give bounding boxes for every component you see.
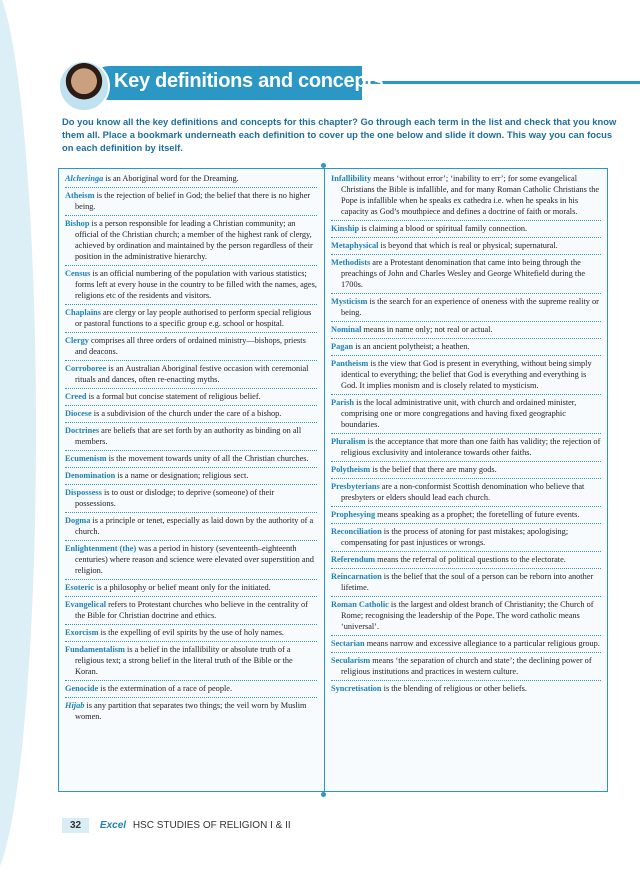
definition-entry bbox=[331, 171, 601, 221]
definition-text: is the movement towards unity of all the Christian churches. bbox=[106, 454, 309, 463]
definition-term: Syncretisation bbox=[331, 684, 382, 693]
definition-entry bbox=[65, 681, 317, 698]
definition-entry bbox=[331, 322, 601, 339]
definition-term: Genocide bbox=[65, 684, 99, 693]
definition-text: is the expelling of evil spirits by the use of holy names. bbox=[98, 628, 284, 637]
definition-text: is an official numbering of the population with various statistics; forms left at every house in the country to be filled with the names, ages, religions etc of the residents and visitors. bbox=[75, 269, 317, 300]
definition-text: comprises all three orders of ordained ministry—bishops, priests and deacons. bbox=[75, 336, 306, 356]
right-definitions-column bbox=[331, 171, 601, 697]
definition-text: is a name or designation; religious sect. bbox=[115, 471, 249, 480]
definition-entry bbox=[65, 513, 317, 541]
definition-entry bbox=[65, 642, 317, 681]
definition-text: means the referral of political questions to the electorate. bbox=[375, 555, 566, 564]
definition-entry bbox=[331, 294, 601, 322]
definition-entry bbox=[65, 423, 317, 451]
definition-term: Presbyterians bbox=[331, 482, 380, 491]
definition-entry bbox=[65, 580, 317, 597]
definition-text: are clergy or lay people authorised to perform special religious or pastoral functions to a specific group e.g. school or hospital. bbox=[75, 308, 312, 328]
definition-text: is an Australian Aboriginal festive occasion with ceremonial rituals and dances, often re-enacting myths. bbox=[75, 364, 309, 384]
definition-term: Dogma bbox=[65, 516, 91, 525]
definition-text: is the extermination of a race of people. bbox=[98, 684, 233, 693]
definition-text: is the rejection of belief in God; the belief that there is no higher being. bbox=[75, 191, 311, 211]
definitions-panel bbox=[58, 168, 608, 792]
definition-entry bbox=[65, 406, 317, 423]
definition-entry bbox=[331, 339, 601, 356]
definition-term: Esoteric bbox=[65, 583, 95, 592]
definition-text: is a principle or tenet, especially as laid down by the authority of a church. bbox=[75, 516, 314, 536]
definition-text: is a person responsible for leading a Christian community; an official of the Christian church; a member of the highest rank of clergy, achieved by ordination and maintained by the person regardless of their position in the administrative hierarchy. bbox=[75, 219, 313, 261]
definition-entry bbox=[65, 188, 317, 216]
definition-entry bbox=[65, 216, 317, 266]
definition-term: Prophesying bbox=[331, 510, 376, 519]
definition-entry bbox=[65, 305, 317, 333]
definition-entry bbox=[65, 389, 317, 406]
definition-text: is the process of atoning for past mistakes; apologising; compensating for past injustices or wrongs. bbox=[341, 527, 569, 547]
definition-text: is the local administrative unit, with church and ordained minister, comprising one or more congregations and having fixed geographic boundaries. bbox=[341, 398, 577, 429]
definition-term: Fundamentalism bbox=[65, 645, 125, 654]
divider-dot-top bbox=[321, 163, 326, 168]
definition-term: Denomination bbox=[65, 471, 116, 480]
definition-entry bbox=[65, 597, 317, 625]
definition-text: is a subdivision of the church under the care of a bishop. bbox=[91, 409, 282, 418]
definition-term: Ecumenism bbox=[65, 454, 107, 463]
definition-entry bbox=[65, 451, 317, 468]
definition-entry bbox=[65, 625, 317, 642]
definition-term: Corroboree bbox=[65, 364, 107, 373]
definition-text: is the blending of religious or other beliefs. bbox=[381, 684, 527, 693]
definition-term: Kinship bbox=[331, 224, 360, 233]
definition-term: Parish bbox=[331, 398, 355, 407]
divider-dot-bottom bbox=[321, 792, 326, 797]
definition-text: is the belief that there are many gods. bbox=[370, 465, 497, 474]
definition-term: Roman Catholic bbox=[331, 600, 389, 609]
definition-entry bbox=[65, 333, 317, 361]
page-title: Key definitions and concepts bbox=[114, 70, 384, 92]
definition-term: Referendum bbox=[331, 555, 376, 564]
definition-term: Chaplains bbox=[65, 308, 101, 317]
definition-entry bbox=[65, 361, 317, 389]
definition-term: Exorcism bbox=[65, 628, 99, 637]
intro-text: Do you know all the key definitions and concepts for this chapter? Go through each term in the list and check that you know them all. Place a bookmark underneath each definition to cover up the one below and slide it down. This way you can focus on each definition by itself. bbox=[62, 116, 617, 153]
definition-term: Dispossess bbox=[65, 488, 102, 497]
header-rule bbox=[356, 81, 640, 84]
definition-text: is beyond that which is real or physical; supernatural. bbox=[378, 241, 558, 250]
side-decoration bbox=[0, 0, 36, 880]
definition-entry bbox=[331, 681, 601, 697]
definition-term: Pagan bbox=[331, 342, 354, 351]
definition-entry bbox=[331, 507, 601, 524]
definition-term: Diocese bbox=[65, 409, 92, 418]
student-photo bbox=[58, 60, 110, 112]
definition-term: Mysticism bbox=[331, 297, 368, 306]
definition-term: Doctrines bbox=[65, 426, 100, 435]
definition-term: Secularism bbox=[331, 656, 371, 665]
definition-term: Alcheringa bbox=[65, 174, 104, 183]
brand-name: Excel bbox=[99, 820, 127, 831]
definition-text: is the search for an experience of oneness with the supreme reality or being. bbox=[341, 297, 599, 317]
definition-term: Hijab bbox=[65, 701, 85, 710]
definition-text: means in name only; not real or actual. bbox=[361, 325, 493, 334]
definition-term: Nominal bbox=[331, 325, 362, 334]
left-definitions-column bbox=[65, 171, 317, 725]
definition-entry bbox=[331, 653, 601, 681]
definition-entry bbox=[65, 171, 317, 188]
definition-entry bbox=[65, 698, 317, 725]
definition-text: are beliefs that are set forth by an authority as binding on all members. bbox=[75, 426, 302, 446]
definition-entry bbox=[331, 524, 601, 552]
definition-term: Census bbox=[65, 269, 91, 278]
definition-term: Sectarian bbox=[331, 639, 365, 648]
definition-term: Methodists bbox=[331, 258, 371, 267]
definition-text: is the view that God is present in everything, without being simply identical to everything; the belief that God is everything and everything is God. It implies monism and is closely related to mysticism. bbox=[341, 359, 592, 390]
definition-text: is the acceptance that more than one faith has validity; the rejection of religious exclusivity and intolerance towards other faiths. bbox=[341, 437, 601, 457]
definition-entry bbox=[331, 569, 601, 597]
definition-term: Reconciliation bbox=[331, 527, 382, 536]
definition-entry bbox=[65, 468, 317, 485]
definition-text: is an Aboriginal word for the Dreaming. bbox=[103, 174, 239, 183]
definition-entry bbox=[65, 485, 317, 513]
definition-term: Pluralism bbox=[331, 437, 366, 446]
definition-term: Infallibility bbox=[331, 174, 372, 183]
page-footer bbox=[62, 818, 291, 833]
definition-entry bbox=[331, 597, 601, 636]
definition-text: is the largest and oldest branch of Christianity; the Church of Rome; recognising the leadership of the Pope. The word catholic means ‘universal’. bbox=[341, 600, 594, 631]
definition-entry bbox=[331, 356, 601, 395]
definition-text: is an ancient polytheist; a heathen. bbox=[353, 342, 470, 351]
definition-entry bbox=[331, 462, 601, 479]
definition-text: is a formal but concise statement of religious belief. bbox=[86, 392, 261, 401]
definition-text: is to oust or dislodge; to deprive (someone) of their possessions. bbox=[75, 488, 275, 508]
definition-text: means ‘the separation of church and state’; the declining power of religious institutions and practices in western culture. bbox=[341, 656, 592, 676]
definition-text: is any partition that separates two things; the veil worn by Muslim women. bbox=[75, 701, 307, 721]
definition-text: means speaking as a prophet; the foretelling of future events. bbox=[375, 510, 580, 519]
definition-term: Creed bbox=[65, 392, 87, 401]
definition-term: Bishop bbox=[65, 219, 90, 228]
definition-entry bbox=[65, 541, 317, 580]
page-number: 32 bbox=[62, 818, 89, 833]
section-header bbox=[56, 62, 616, 102]
column-divider bbox=[324, 169, 325, 791]
definition-term: Enlightenment (the) bbox=[65, 544, 137, 553]
definition-entry bbox=[331, 221, 601, 238]
definition-text: are a Protestant denomination that came into being through the preachings of John and Charles Wesley and George Whitefield during the 1700s. bbox=[341, 258, 586, 289]
definition-text: is the belief that the soul of a person can be reborn into another lifetime. bbox=[341, 572, 594, 592]
definition-text: are a non-conformist Scottish denomination who believe that presbyters or elders should lead each church. bbox=[341, 482, 585, 502]
definition-entry bbox=[331, 255, 601, 294]
definition-term: Polytheism bbox=[331, 465, 371, 474]
definition-text: is claiming a blood or spiritual family connection. bbox=[359, 224, 528, 233]
definition-term: Pantheism bbox=[331, 359, 369, 368]
definition-text: was a period in history (seventeenth–eighteenth centuries) where reason and science were elevated over superstition and religion. bbox=[75, 544, 314, 575]
definition-term: Reincarnation bbox=[331, 572, 382, 581]
definition-term: Clergy bbox=[65, 336, 89, 345]
definition-text: is a belief in the infallibility or absolute truth of a religious text; a strong belief in the literal truth of the Bible or the Koran. bbox=[75, 645, 293, 676]
definition-entry bbox=[331, 395, 601, 434]
definition-text: means ‘without error’; ‘inability to err’; for some evangelical Christians the Bible is infallible, and for many Roman Catholic Christians the Pope is infallible when he speaks ex cathedra i.e. when he speaks in his capacity as God’s mouthpiece and defines a doctrine of faith or morals. bbox=[341, 174, 600, 216]
definition-entry bbox=[331, 552, 601, 569]
definition-entry bbox=[331, 434, 601, 462]
definition-term: Evangelical bbox=[65, 600, 107, 609]
definition-entry bbox=[65, 266, 317, 305]
definition-text: is a philosophy or belief meant only for the initiated. bbox=[94, 583, 271, 592]
definition-term: Atheism bbox=[65, 191, 95, 200]
definition-text: means narrow and excessive allegiance to a particular religious group. bbox=[364, 639, 600, 648]
definition-entry bbox=[331, 479, 601, 507]
definition-entry bbox=[331, 636, 601, 653]
definition-entry bbox=[331, 238, 601, 255]
definition-text: refers to Protestant churches who believe in the centrality of the Bible for Christian doctrine and ethics. bbox=[75, 600, 308, 620]
definition-term: Metaphysical bbox=[331, 241, 379, 250]
book-title: HSC STUDIES OF RELIGION I & II bbox=[132, 820, 291, 831]
